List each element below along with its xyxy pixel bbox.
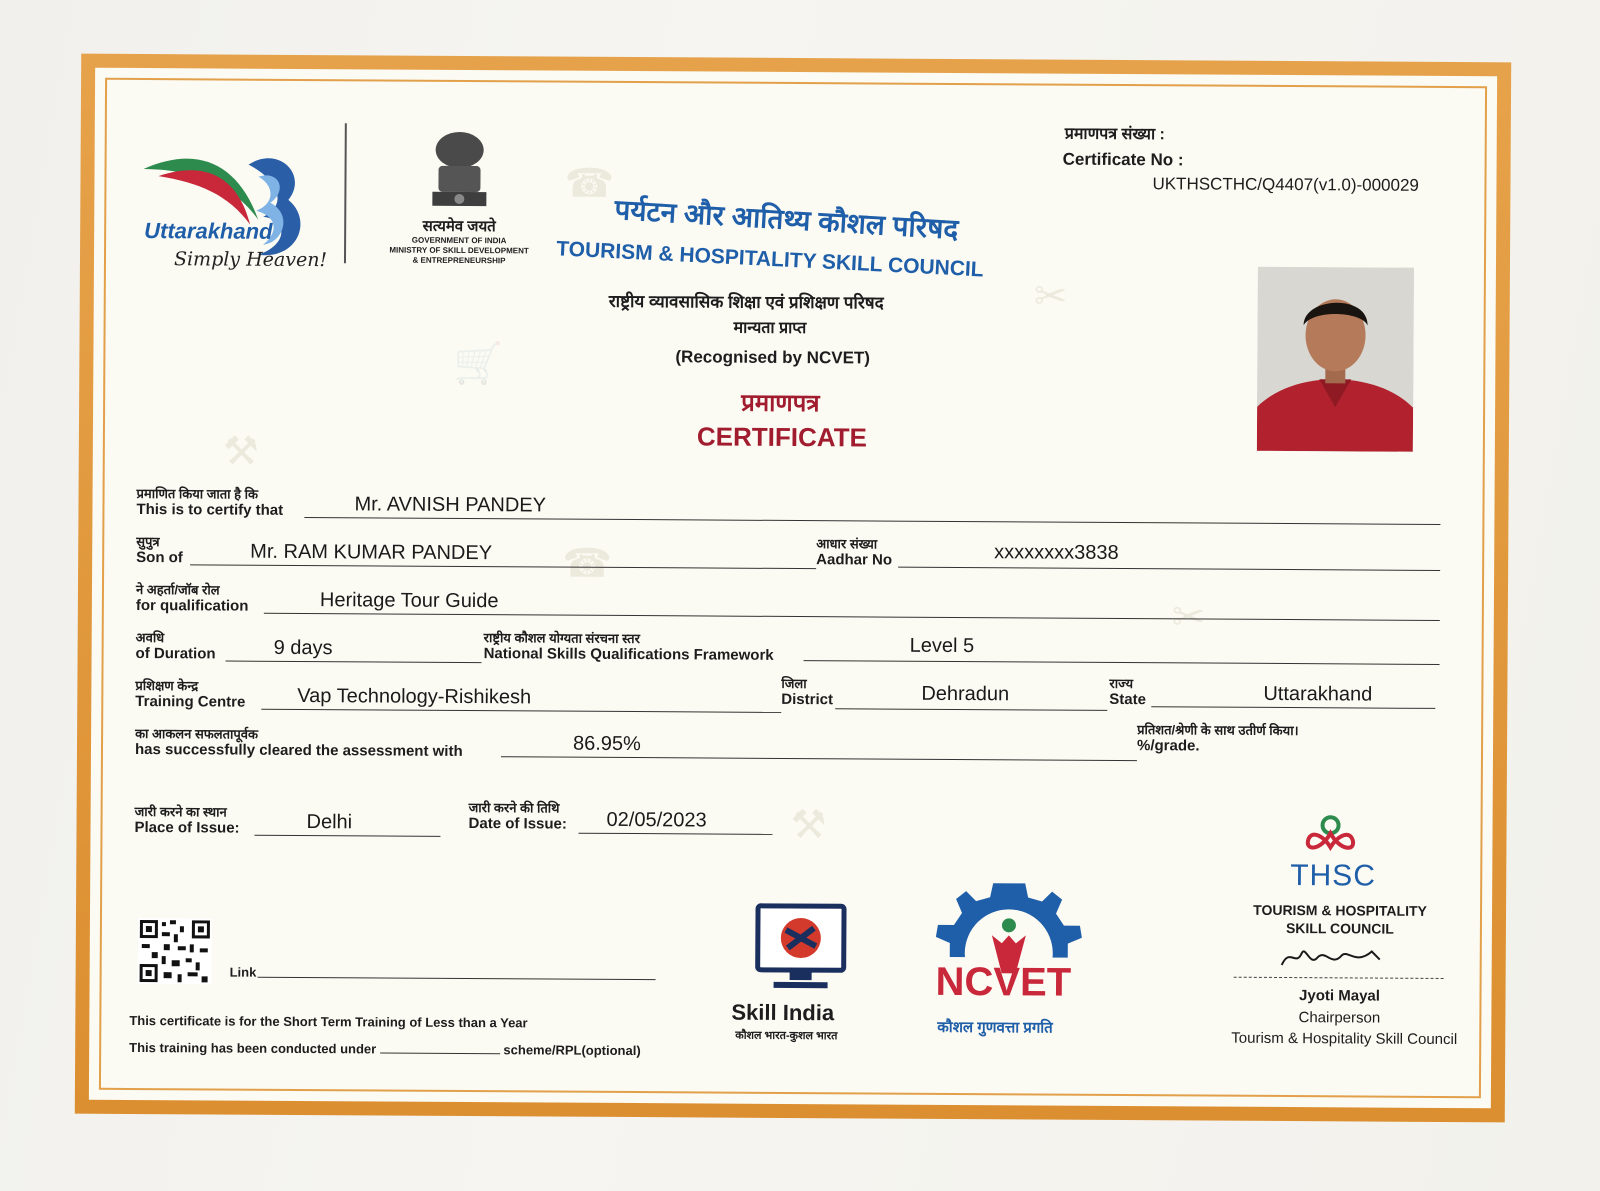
certify-label: प्रमाणित किया जाता है कि This is to certify that (136, 485, 284, 519)
signatory-name: Jyoti Mayal (1299, 987, 1381, 1005)
district-label: जिला District (781, 675, 834, 709)
government-line: MINISTRY OF SKILL DEVELOPMENT (389, 245, 529, 256)
assessment-score: 86.95% (572, 732, 641, 756)
father-name: Mr. RAM KUMAR PANDEY (250, 540, 493, 565)
watermark-icon: ⚒ (222, 429, 259, 474)
state-label: राज्य State (1109, 675, 1147, 709)
emblem-motto: सत्यमेव जयते (422, 217, 496, 236)
duration-label: अवधि of Duration (135, 629, 216, 663)
skill-india-title: Skill India (731, 999, 835, 1026)
place-of-issue-value: Delhi (306, 811, 353, 834)
assessment-label: का आकलन सफलतापूर्वक has successfully cleared the assessment with (134, 725, 463, 760)
candidate-name: Mr. AVNISH PANDEY (354, 493, 547, 517)
qualification-label: ने अहर्ता/जॉब रोल for qualification (135, 581, 249, 615)
son-of-label: सुपुत्र Son of (136, 533, 183, 567)
ncvet-hindi-line2: मान्यता प्राप्त (733, 319, 807, 338)
footer-note-line2: This training has been conducted under scheme/RPL(optional) (129, 1039, 641, 1059)
certificate-no-label-hindi: प्रमाणपत्र संख्या : (1064, 125, 1165, 144)
aadhar-label: आधार संख्या Aadhar No (816, 536, 893, 569)
link-label: Link (229, 964, 257, 980)
date-of-issue-value: 02/05/2023 (606, 808, 707, 832)
district-value: Dehradun (921, 682, 1010, 706)
assessment-suffix: प्रतिशत/श्रेणी के साथ उतीर्ण किया। %/grade. (1136, 722, 1299, 755)
header-divider (344, 123, 347, 263)
signatory-organisation: Tourism & Hospitality Skill Council (1231, 1029, 1458, 1049)
council-name-english: TOURISM & HOSPITALITY SKILL COUNCIL (555, 237, 985, 282)
watermark-icon: ☎ (564, 161, 615, 206)
ncvet-logo-text: NCVET (935, 959, 1072, 1005)
watermark-icon: ✂ (1171, 595, 1206, 640)
certificate-no-label: Certificate No : (1062, 149, 1184, 170)
council-name-hindi: पर्यटन और आतिथ्य कौशल परिषद (613, 193, 960, 245)
certificate-border (75, 54, 1511, 1123)
government-line: & ENTREPRENEURSHIP (412, 255, 506, 266)
footer-note-line1: This certificate is for the Short Term Training of Less than a Year (129, 1012, 528, 1031)
skill-india-icon (737, 898, 868, 999)
ncvet-subtitle: कौशल गुणवत्ता प्रगति (937, 1018, 1053, 1037)
nsqf-level: Level 5 (909, 634, 975, 658)
certificate-title: CERTIFICATE (696, 421, 867, 453)
government-block (364, 215, 554, 266)
watermark-icon: 🛒 (453, 341, 504, 387)
government-line: GOVERNMENT OF INDIA (411, 235, 507, 246)
nsqf-label: राष्ट्रीय कौशल योग्यता संरचना स्तर National Skills Qualifications Framework (483, 630, 774, 664)
aadhar-number: xxxxxxxx3838 (994, 541, 1119, 564)
certificate-title-hindi: प्रमाणपत्र (741, 389, 820, 418)
candidate-photo (1257, 267, 1414, 452)
ncvet-hindi-line1: राष्ट्रीय व्यावसासिक शिक्षा एवं प्रशिक्षण परिषद (608, 291, 884, 313)
watermark-icon: ☎ (562, 541, 613, 586)
signatory-role: Chairperson (1298, 1009, 1381, 1027)
certificate-no-value: UKTHSCTHC/Q4407(v1.0)-000029 (1152, 174, 1419, 195)
certificate-body (89, 68, 1497, 1109)
watermark-icon: ✂ (1033, 274, 1068, 319)
signature (1276, 937, 1386, 978)
thsc-full-name: TOURISM & HOSPITALITY SKILL COUNCIL (1253, 901, 1427, 937)
recognised-by: (Recognised by NCVET) (675, 347, 871, 368)
qualification-value: Heritage Tour Guide (319, 589, 499, 613)
uttarakhand-name: Uttarakhand (144, 218, 273, 244)
duration-value: 9 days (273, 636, 333, 660)
skill-india-subtitle: कौशल भारत-कुशल भारत (735, 1029, 838, 1043)
state-value: Uttarakhand (1263, 682, 1373, 706)
uttarakhand-tagline: Simply Heaven! (173, 248, 328, 272)
thsc-abbreviation: THSC (1290, 859, 1377, 893)
watermark-icon: ⚒ (790, 802, 827, 848)
place-of-issue-label: जारी करने का स्थान Place of Issue: (134, 803, 240, 837)
qr-code[interactable] (138, 918, 212, 984)
national-emblem-icon (424, 130, 495, 220)
training-centre-value: Vap Technology-Rishikesh (297, 684, 532, 709)
training-centre-label: प्रशिक्षण केन्द्र Training Centre (135, 677, 246, 711)
date-of-issue-label: जारी करने की तिथि Date of Issue: (468, 800, 567, 833)
